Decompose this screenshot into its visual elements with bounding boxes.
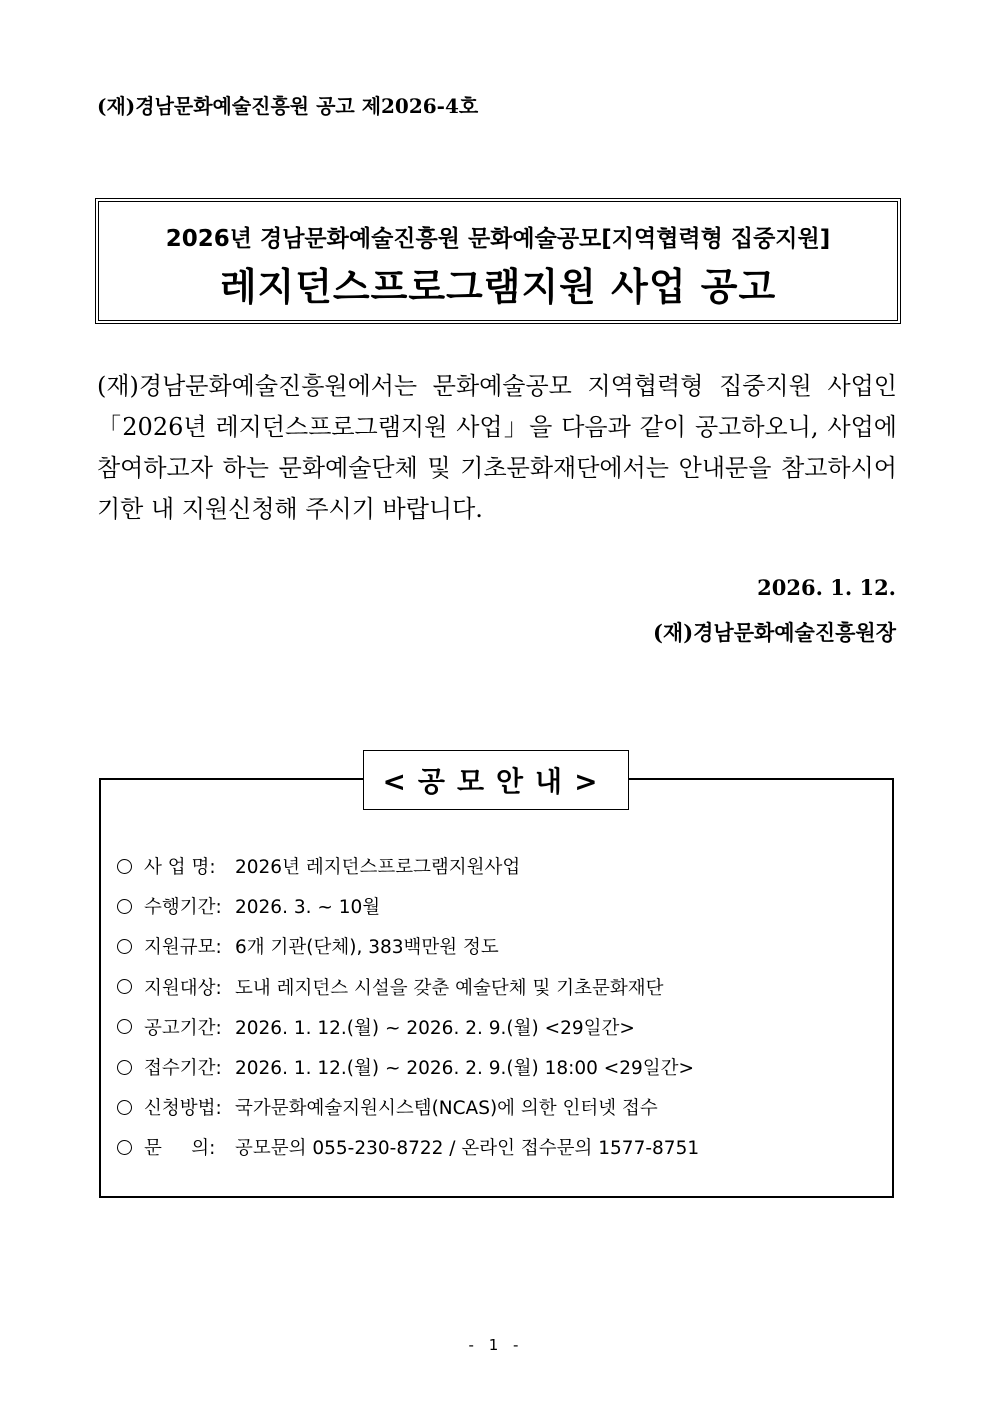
info-item-eligibility: [117, 967, 699, 1007]
info-value: 2026년 레지던스프로그램지원사업: [235, 857, 521, 879]
info-list: [117, 846, 699, 1168]
info-value: 공모문의 055-230-8722 / 온라인 접수문의 1577-8751: [235, 1138, 700, 1160]
info-item-application-period: [117, 1047, 699, 1087]
info-box-header: <공모안내>: [363, 750, 629, 810]
page-number: - 1 -: [468, 1336, 524, 1354]
announcement-paragraph: (재)경남문화예술진흥원에서는 문화예술공모 지역협력형 집중지원 사업인 「2026년 레지던스프로그램지원 사업」을 다음과 같이 공고하오니, 사업에 참여하고자 하는 문화예술단체 및 기초문화재단에서는 안내문을 참고하시어 기한 내 지원신청해 주시기 바랍니다.: [97, 372, 897, 523]
notice-number: (재)경남문화예술진흥원 공고 제2026-4호: [97, 94, 479, 118]
info-item-scale: [117, 926, 699, 966]
info-label: 지원규모:: [144, 937, 222, 959]
title-box-inner-border: [98, 201, 898, 321]
circle-bullet-icon: [117, 1060, 132, 1075]
info-label: 사 업 명:: [144, 857, 216, 879]
info-label: 접수기간:: [144, 1058, 222, 1080]
circle-bullet-icon: [117, 859, 132, 874]
info-label: 신청방법:: [144, 1098, 222, 1120]
info-item-period: [117, 886, 699, 926]
info-label: 지원대상:: [144, 977, 222, 999]
info-item-contact: [117, 1127, 699, 1167]
info-value: 도내 레지던스 시설을 갖춘 예술단체 및 기초문화재단: [235, 977, 664, 999]
info-value: 2026. 1. 12.(월) ~ 2026. 2. 9.(월) 18:00 <29일간>: [235, 1058, 695, 1080]
info-value: 2026. 3. ~ 10월: [235, 897, 381, 919]
title-box: [95, 198, 901, 324]
title-subheading: 2026년 경남문화예술진흥원 문화예술공모[지역협력형 집중지원]: [165, 226, 831, 252]
circle-bullet-icon: [117, 979, 132, 994]
info-value: 2026. 1. 12.(월) ~ 2026. 2. 9.(월) <29일간>: [235, 1017, 635, 1039]
circle-bullet-icon: [117, 1100, 132, 1115]
circle-bullet-icon: [117, 899, 132, 914]
notice-date: 2026. 1. 12.: [757, 575, 896, 600]
info-item-project-name: [117, 846, 699, 886]
info-label: 공고기간:: [144, 1017, 222, 1039]
issuer-name: (재)경남문화예술진흥원장: [652, 620, 896, 645]
info-item-notice-period: [117, 1007, 699, 1047]
title-heading: 레지던스프로그램지원 사업 공고: [219, 265, 777, 309]
circle-bullet-icon: [117, 1019, 132, 1034]
circle-bullet-icon: [117, 939, 132, 954]
info-label: 문 의:: [144, 1138, 216, 1160]
info-item-application-method: [117, 1087, 699, 1127]
info-label: 수행기간:: [144, 897, 222, 919]
circle-bullet-icon: [117, 1140, 132, 1155]
info-value: 국가문화예술지원시스템(NCAS)에 의한 인터넷 접수: [235, 1098, 658, 1120]
info-value: 6개 기관(단체), 383백만원 정도: [235, 937, 499, 959]
